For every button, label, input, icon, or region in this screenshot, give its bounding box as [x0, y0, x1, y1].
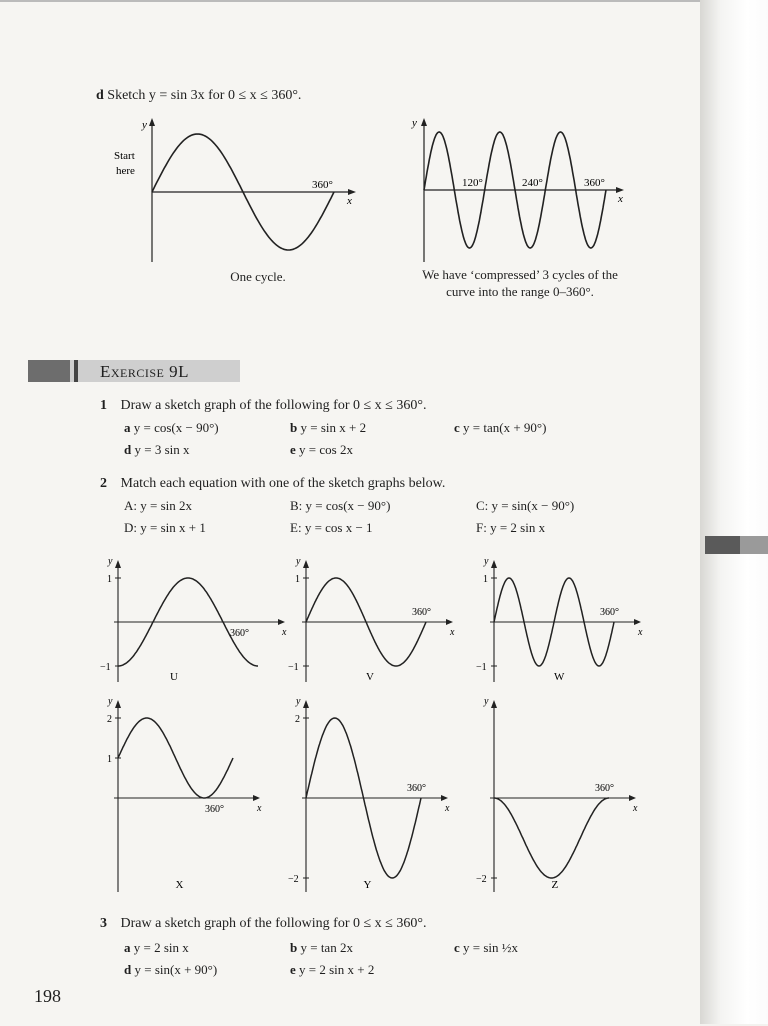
- sketch-x-arrow: [441, 795, 448, 801]
- sketch-y-arrow: [303, 700, 309, 708]
- sketch-y-label: y: [296, 696, 301, 707]
- sketch-tick-360: 360°: [407, 783, 426, 794]
- page-number: 198: [34, 986, 61, 1006]
- sketch-y-top: 2: [107, 714, 112, 725]
- graph2-y-label: y: [412, 117, 417, 129]
- sketch-y-top: 1: [483, 574, 488, 585]
- sketch-y-label: y: [484, 696, 489, 707]
- q3-item-e: e y = 2 sin x + 2: [290, 962, 375, 977]
- graph2-y-arrow: [421, 118, 427, 126]
- sketch-y-mid: 1: [107, 754, 112, 765]
- graph2-tick-120: 120°: [462, 177, 483, 189]
- sketch-graph-name: U: [170, 671, 178, 683]
- sketch-y-bottom: −2: [476, 874, 487, 885]
- sketch-y-arrow: [491, 560, 497, 568]
- q3-item-b: b y = tan 2x: [290, 940, 353, 955]
- q1-item-a: a y = cos(x − 90°): [124, 420, 219, 435]
- graph2-caption: We have ‘compressed’ 3 cycles of the curve into the range 0–360°.: [422, 267, 618, 299]
- sketch-x-label: x: [633, 803, 638, 814]
- sketch-x-arrow: [253, 795, 260, 801]
- q1-item-d: d y = 3 sin x: [124, 442, 190, 457]
- graph2-x-label: x: [618, 193, 623, 205]
- sketch-y-label: y: [484, 556, 489, 567]
- part-d-heading: [96, 88, 301, 104]
- sketch-y-top: 2: [295, 714, 300, 725]
- sketch-y-arrow: [303, 560, 309, 568]
- graph2-tick-360: 360°: [584, 177, 605, 189]
- q3-text: Draw a sketch graph of the following for 0 ≤ x ≤ 360°.: [120, 916, 427, 931]
- sketch-y-arrow: [115, 560, 121, 568]
- sketch-graph-name: Y: [363, 879, 372, 891]
- sketch-x-label: x: [445, 803, 450, 814]
- sketch-y-arrow: [491, 700, 497, 708]
- sketch-curve: [494, 798, 609, 878]
- sketch-y-label: y: [296, 556, 301, 567]
- sketch-tick-360: 360°: [412, 607, 431, 618]
- graph-one-cycle: [100, 112, 370, 272]
- q2-eq-f: F: y = 2 sin x: [476, 520, 546, 535]
- sketch-x-arrow: [446, 619, 453, 625]
- q2-text: Match each equation with one of the sketch graphs below.: [120, 476, 446, 491]
- graph-three-cycles: [400, 112, 635, 272]
- graph1-y-arrow: [149, 118, 155, 126]
- q3-heading: [100, 916, 426, 932]
- graph1-y-label: y: [142, 119, 147, 131]
- sketch-x-label: x: [638, 627, 643, 638]
- sketch-y-bottom: −1: [288, 662, 299, 673]
- part-d-label: d: [96, 88, 104, 103]
- sketch-x-label: x: [282, 627, 287, 638]
- sketch-graph-name: X: [175, 879, 184, 891]
- sketch-y-label: y: [108, 696, 113, 707]
- sketch-graph-y: [288, 692, 468, 892]
- sketch-graph-x: [100, 692, 280, 892]
- sketch-graph-name: Z: [551, 879, 559, 891]
- graph2-tick-240: 240°: [522, 177, 543, 189]
- q2-eq-e: E: y = cos x − 1: [290, 520, 373, 535]
- sketch-x-label: x: [257, 803, 262, 814]
- graph1-x-label: x: [347, 195, 352, 207]
- q2-eq-c: C: y = sin(x − 90°): [476, 498, 575, 513]
- graph1-caption: One cycle.: [230, 269, 286, 284]
- sketch-x-arrow: [634, 619, 641, 625]
- sketch-y-arrow: [115, 700, 121, 708]
- q1-item-e: e y = cos 2x: [290, 442, 353, 457]
- sketch-x-label: x: [450, 627, 455, 638]
- graph1-start-1: Start: [114, 150, 135, 162]
- sketch-y-bottom: −1: [100, 662, 111, 673]
- q3-item-a: a y = 2 sin x: [124, 940, 189, 955]
- sketch-tick-360: 360°: [205, 804, 224, 815]
- q1-number: 1: [100, 398, 107, 413]
- sketch-y-top: 1: [295, 574, 300, 585]
- q1-item-c: c y = tan(x + 90°): [454, 420, 547, 435]
- q3-item-d: d y = sin(x + 90°): [124, 962, 218, 977]
- exercise-title: Exercise 9L: [100, 362, 190, 381]
- q3-item-c: c y = sin ½x: [454, 940, 519, 955]
- sketch-graph-name: W: [554, 671, 565, 683]
- q2-eq-b: B: y = cos(x − 90°): [290, 498, 391, 513]
- q1-item-b: b y = sin x + 2: [290, 420, 367, 435]
- sketch-y-label: y: [108, 556, 113, 567]
- part-d-text: Sketch y = sin 3x for 0 ≤ x ≤ 360°.: [107, 88, 302, 103]
- graph1-tick-360: 360°: [312, 179, 333, 191]
- q3-number: 3: [100, 916, 107, 931]
- q1-text: Draw a sketch graph of the following for 0 ≤ x ≤ 360°.: [120, 398, 427, 413]
- graph1-start-2: here: [116, 165, 135, 177]
- q2-eq-d: D: y = sin x + 1: [124, 520, 206, 535]
- sketch-graph-z: [476, 692, 656, 892]
- gutter-tab-marker-light: [740, 536, 768, 554]
- sketch-tick-360: 360°: [230, 628, 249, 639]
- sketch-y-bottom: −1: [476, 662, 487, 673]
- q2-number: 2: [100, 476, 107, 491]
- q2-eq-a: A: y = sin 2x: [124, 498, 193, 513]
- sketch-tick-360: 360°: [600, 607, 619, 618]
- sketch-tick-360: 360°: [595, 783, 614, 794]
- page-gutter: [700, 0, 768, 1024]
- sketch-y-top: 1: [107, 574, 112, 585]
- sketch-x-arrow: [629, 795, 636, 801]
- q2-heading: [100, 476, 445, 492]
- q1-heading: [100, 398, 426, 414]
- sketch-y-bottom: −2: [288, 874, 299, 885]
- sketch-curve: [118, 718, 233, 798]
- sketch-graph-name: V: [366, 671, 374, 683]
